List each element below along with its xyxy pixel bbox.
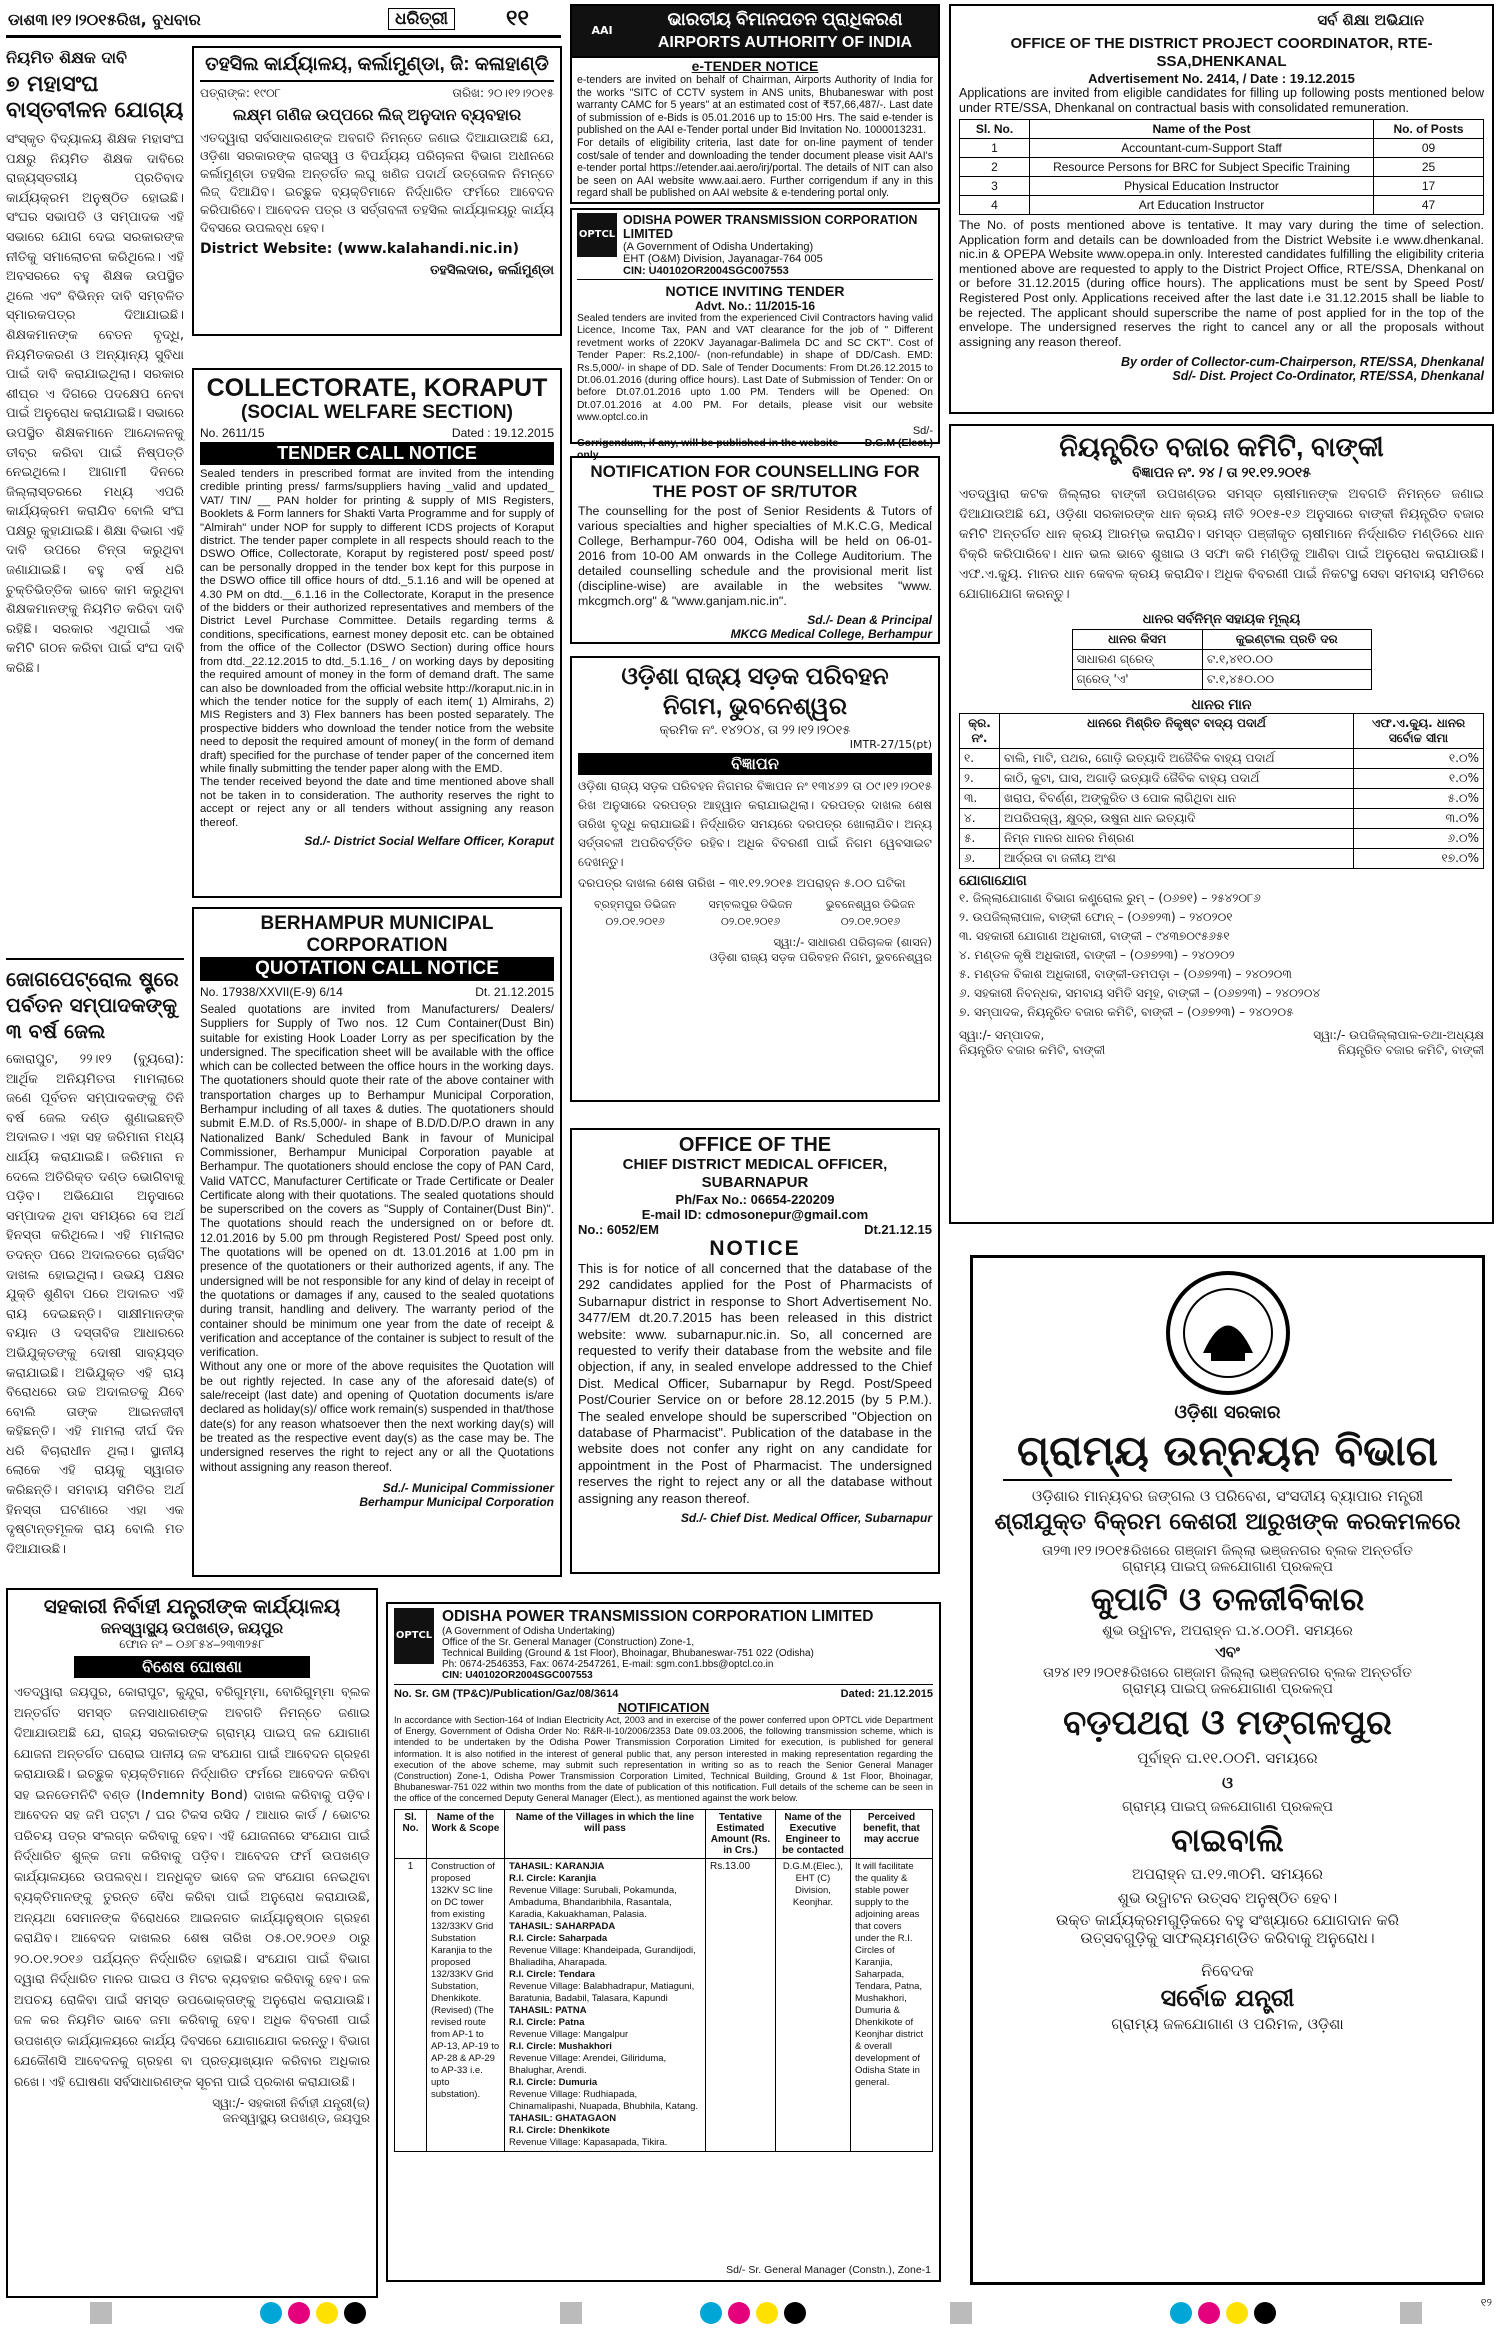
aai-logo: AAI: [572, 6, 632, 56]
col-header: Sl. No.: [395, 1809, 427, 1858]
notice-title: NOTIFICATION FOR COUNSELLING FOR THE POST OF SR/TUTOR: [590, 462, 920, 501]
col-header: ଏଫ.ଏ.କ୍ୟୁ. ଧାନର ସର୍ବୋଚ୍ଚ ସୀମା: [1354, 714, 1484, 749]
deadline-label: ଦରପତ୍ର ଦାଖଲ ଶେଷ ତାରିଖ: [578, 876, 716, 890]
col-header: Name of the Executive Engineer to be contacted: [776, 1809, 851, 1858]
optcl-sub1: (A Government of Odisha Undertaking): [442, 1626, 615, 1637]
masthead: [6, 4, 561, 38]
article-headline: ୭ ମହାସଂଘ ବାସ୍ତବୀଳନ ଯୋଗ୍ୟ: [6, 72, 184, 123]
cell: 17: [1374, 177, 1484, 196]
ad-niv: ନିବେଦକ: [1201, 1961, 1254, 1980]
odisha-govt-seal-icon: [1163, 1268, 1293, 1398]
division-date: ୦୨.୦୧.୨୦୧୬: [840, 916, 901, 928]
cell: ସାଧାରଣ ଗ୍ରେଡ୍: [1072, 650, 1202, 670]
quality-table: [959, 713, 1484, 869]
cdmo-notice: [570, 1128, 940, 1574]
cell: 09: [1374, 139, 1484, 158]
aai-etender: [570, 4, 940, 204]
cell: 1: [960, 139, 1030, 158]
notice-dt: Dt. 21.12.2015: [475, 985, 554, 999]
optcl-sub1: (A Government of Odisha Undertaking): [623, 241, 814, 253]
division-name: ବ୍ରହ୍ମପୁର ଡିଭିଜନ: [594, 899, 677, 911]
village-group: TAHASIL: KARANJIA R.I. Circle: Karanjia Revenue Village: Surubali, Pokamunda, Ambaduma, Bhandaribhila, Rasantala, Karadia, Kakuakhaman, Palasia.: [509, 1860, 677, 1920]
notice-title: ନିୟନ୍ତ୍ରିତ ବଜାର କମିଟି, ବାଙ୍କୀ: [1059, 432, 1384, 462]
notice-subtitle: (SOCIAL WELFARE SECTION): [241, 402, 513, 423]
color-marks: [260, 2302, 366, 2324]
col-header: No. of Posts: [1374, 120, 1484, 139]
deadline-value: ୩୧.୧୨.୨୦୧୫ ଅପରାହ୍ନ ୫.୦୦ ଘଟିକା: [728, 876, 906, 890]
notice-title: BERHAMPUR MUNICIPAL CORPORATION: [260, 913, 494, 956]
notice-body: This is for notice of all concerned that the database of the 292 candidates applied for the Post of Pharmacists of Subarnapur district in response to Short Advertisement No. 3477/EM dt.20.7.2015 has been released in this district website: www. subarnapur.nic.in. So, all concerned are requested to verify their database from the website and file objection, if any, in sealed envelope addressed to the Chief Dist. Medical Officer, Subarnapur by Regd. Post/Speed Post/Courier Service on or before 28.12.2015 (by 5 P.M.). The sealed envelope should be superscribed "Objection on database of Pharmacist". Publication of the database in the website does not confer any right on any candidate for appointment in the Post of Pharmacist. The undersigned reserves the right to reject any or all the database without assigning any reason thereof.: [578, 1261, 932, 1506]
govt-name: ଓଡ଼ିଶା ସରକାର: [1174, 1402, 1281, 1423]
banki-market-notice: [949, 424, 1494, 1224]
notice-intro: Applications are invited from eligible candidates for filling up following posts mentioned below under RTE/SSA, Dhenkanal on contractual basis with consolidated remuneration.: [959, 86, 1484, 115]
col-header: Name of the Post: [1030, 120, 1374, 139]
cell: 25: [1374, 158, 1484, 177]
article-kicker: ନିୟମିତ ଶିକ୍ଷକ ଦାବି: [6, 48, 127, 67]
cell: ୧.୦%: [1354, 749, 1484, 769]
berhampur-quotation: [192, 907, 562, 1577]
ad-line: ଶୁଭ ଉଦ୍ଘାଟନ ଉତ୍ସବ ଅନୁଷ୍ଠିତ ହେବ।: [1117, 1889, 1338, 1907]
sign-right-title: ସ୍ୱା:/- ଉପଜିଲ୍ଲାପାଳ-ତଥା-ଅଧ୍ୟକ୍ଷ: [1313, 1028, 1484, 1042]
notice-title: ତହସିଲ କାର୍ଯ୍ୟାଳୟ, କର୍ଲାମୁଣ୍ଡା, ଜି: କଳାହାଣ୍ଡି: [200, 54, 554, 82]
col-header: ଧାନରେ ମିଶ୍ରିତ ନିକୃଷ୍ଟ ବାଦ୍ୟ ପଦାର୍ଥ: [1000, 714, 1354, 749]
contacts-list: [959, 889, 1484, 1022]
notice-body: The counselling for the post of Senior Residents & Tutors of various specialties and higher specialties of M.K.C.G, Medical College, Berhampur-760 004, Odisha will be held on 06-01-2016 from 10-00 AM onwards in the College Auditorium. The detailed counselling schedule and the provisional merit list (discipline-wise) are available in the websites "www. mkcgmch.org" & "www.ganjam.nic.in".: [578, 504, 932, 608]
notice-heading: e-TENDER NOTICE: [691, 58, 819, 74]
optcl-sub2: EHT (O&M) Division, Jayanagar-764 005: [623, 253, 823, 265]
ad-and: ଓ: [1221, 1773, 1234, 1792]
notice-imtr: IMTR-27/15(pt): [849, 738, 932, 751]
notice-phone: Ph/Fax No.: 06654-220209: [675, 1192, 835, 1207]
article-headline: ଜୋଗପେଟ୍ରୋଲ ଷ୍ଟ୍ରେ ପର୍ବତନ ସମ୍ପାଦକଙ୍କୁ ୩ ବର୍ଷ ଜେଲ: [6, 967, 179, 1043]
notice-sign-org: Berhampur Municipal Corporation: [359, 1494, 554, 1509]
optcl-title: ODISHA POWER TRANSMISSION CORPORATION LIMITED: [442, 1608, 874, 1625]
ad-line: ତା୨୪।୧୨।୨୦୧୫ରିଖରେ ଗଞ୍ଜାମ ଜିଲ୍ଲା ଭଞ୍ଜନଗର ବ୍ଲକ ଅନ୍ତର୍ଗତ: [1042, 1665, 1413, 1681]
notice-ref: ବିଜ୍ଞାପନ ନଂ. ୨୪ / ତା ୨୧.୧୨.୨୦୧୫: [1132, 464, 1311, 480]
ad-line: ତା୨୩।୧୨।୨୦୧୫ରିଖରେ ଗଞ୍ଜାମ ଜିଲ୍ଲା ଭଞ୍ଜନଗର ବ୍ଲକ ଅନ୍ତର୍ଗତ: [1041, 1543, 1414, 1559]
notice-sign-order: By order of Collector-cum-Chairperson, RTE/SSA, Dhenkanal: [1120, 355, 1484, 370]
koraput-tender: [192, 368, 562, 898]
notice-dt: Dated: 21.12.2015: [840, 1688, 933, 1700]
minister-name: ଶ୍ରୀଯୁକ୍ତ ବିକ୍ରମ କେଶରୀ ଆରୁଖଙ୍କ କରକମଳରେ: [994, 1509, 1461, 1535]
footer-page-mark: ୧୨: [1480, 2296, 1492, 2309]
notice-phone: ଫୋନ ନଂ – ୦୬୮୫୪–୨୩୩୨୫୮: [119, 1637, 265, 1651]
notice-body: ଏତଦ୍ୱାରା ସର୍ବସାଧାରଣଙ୍କ ଅବଗତି ନିମନ୍ତେ ଜଣାଇ ଦିଆଯାଉଅଛି ଯେ, ଓଡ଼ିଶା ସରକାରଙ୍କ ରାଜସ୍ୱ ଓ ବିପର୍ଯ୍ୟୟ ପରିଚାଳନା ବିଭାଗ ଅଧୀନରେ କର୍ଲାମୁଣ୍ଡା ତହସିଲ ଅନ୍ତର୍ଗତ ଲଘୁ ଖଣିଜ ପଦାର୍ଥ ଉତ୍ତୋଳନ ନିମନ୍ତେ ଲିଜ୍ ଦିଆଯିବ। ଇଚ୍ଛୁକ ବ୍ୟକ୍ତିମାନେ ନିର୍ଦ୍ଧାରିତ ଫର୍ମରେ ଆବେଦନ କରିପାରିବେ। ଆବେଦନ ପତ୍ର ଓ ସର୍ତ୍ତାବଳୀ ତହସିଲ କାର୍ଯ୍ୟାଳୟରୁ କାର୍ଯ୍ୟ ଦିବସରେ ଉପଲବ୍ଧ ହେବ।: [200, 130, 554, 235]
notice-sign: Sd./- Chief Dist. Medical Officer, Subarnapur: [680, 1511, 932, 1526]
notice-no: No. Sr. GM (TP&C)/Publication/Gaz/08/3614: [394, 1688, 619, 1700]
cell: ଆର୍ଦ୍ରତା ବା ଜଳୀୟ ଅଂଶ: [1000, 849, 1354, 869]
optcl-cin: CIN: U40102OR2004SGC007553: [623, 265, 789, 277]
notice-sign: Sd/- Dist. Project Co-Ordinator, RTE/SSA, Dhenkanal: [1172, 369, 1484, 384]
notice-subtitle: ଲକ୍ଷ୍ମ ଗଣିଜ ଉପ୍ପରେ ଲିଜ୍ ଅନୁଦାନ ବ୍ୟବହାର: [232, 107, 522, 124]
notice-body: ଓଡ଼ିଶା ରାଜ୍ୟ ସଡ଼କ ପରିବହନ ନିଗମର ବିଜ୍ଞାପନ ନଂ ୧୩୪୬୨ ତା ୦୯।୧୨।୨୦୧୫ ରିଖ ଅନୁସାରେ ଦରପତ୍ର ଆହ୍ୱାନ କରାଯାଇଥିଲା। ଦରପତ୍ର ଦାଖଲ ଶେଷ ତାରିଖ ବୃଦ୍ଧି କରାଯାଇଛି। ନିର୍ଦ୍ଧାରିତ ସମୟରେ ଦରପତ୍ର ଖୋଲାଯିବ। ଅନ୍ୟ ସର୍ତ୍ତାବଳୀ ଅପରିବର୍ତ୍ତିତ ରହିବ। ଅଧିକ ବିବରଣୀ ପାଇଁ ନିଗମ ୱେବସାଇଟ ଦେଖନ୍ତୁ।: [578, 779, 932, 869]
cell: ୧୭.୦%: [1354, 849, 1484, 869]
notice-heading: NOTICE INVITING TENDER: [665, 283, 845, 299]
division-name: ଭୁବନେଶ୍ୱର ଡିଭିଜନ: [825, 899, 915, 911]
notice-no: No.: 6052/EM: [578, 1222, 659, 1237]
project-place: କୁପାଟି ଓ ତଳଜୀବିକାର: [1090, 1580, 1365, 1618]
notice-body: e-tenders are invited on behalf of Chairman, Airports Authority of India for the works "SITC of CCTV system in ANS units, Bhubaneswar with post warranty CAMC for 5 years" at an estimated cost of ₹57,66,487/-. Last date of submission of e-Bids is 05.01.2016 up to 15:00 Hrs. The said e-tender is published on the AAI e-Tender portal under Bid Invitation No. 1000013231. For details of eligibility criteria, last date for on-line payment of tender cost/sale of tender and downloading the tender document please visit AAI's e-tender portal https://etender.aai.aero/irj/portal. The details of NIT can also be seen on AAI website www.aai.aero. Further corrigendum if any in this regard shall be published on AAI website & e-tendering portal only.: [577, 74, 933, 200]
notice-dt: Dt.21.12.15: [864, 1222, 932, 1237]
notice-intro: In accordance with Section-164 of Indian Electricity Act, 2003 and in exercise of the power conferred upon OPTCL vide Department of Energy, Government of Odisha Order No: R&R-II-10/2006/2353 Date 09.03.2006, the following transmission scheme, which is intended to be undertaken by the Odisha Power Transmission Corporation Limited for execution, is published for general information. It is also notified in the interest of general public that, any person interested in making representation regarding the execution of the above scheme, may submit such representation in writing so as to reach the Senior General Manager (Construction) Zone-1, Odisha Power Transmission Corporation Limited, Technical Building, Ground & 1st Floor, Bhoinagar, Bhubaneswar-751 022 within two months from the date of publication of this notification. Full details of the scheme can be seen in the office of the concerned Deputy General Manager (Elect.), as mentioned against the work below.: [394, 1715, 933, 1804]
table-row: [960, 829, 1484, 849]
notice-sign: D.G.M (Elect.): [864, 436, 934, 449]
col-header: ଧାନର କିସମ: [1072, 630, 1202, 650]
cell: ଗ୍ରେଡ୍ 'ଏ': [1072, 670, 1202, 690]
notice-title2: ନିଗମ, ଭୁବନେଶ୍ୱର: [662, 693, 848, 720]
optcl-title: ODISHA POWER TRANSMISSION CORPORATION LIMITED: [623, 213, 918, 241]
notice-title: OFFICE OF THE DISTRICT PROJECT COORDINATOR, RTE-SSA,DHENKANAL: [1010, 35, 1433, 70]
cell: ନିମ୍ନ ମାନର ଧାନର ମିଶ୍ରଣ: [1000, 829, 1354, 849]
notice-sign-title: ସ୍ୱା:/- ସହକାରୀ ନିର୍ବାହୀ ଯନ୍ତ୍ରୀ(ଜ୍): [212, 2096, 370, 2110]
table-row: [960, 177, 1484, 196]
ad-and: ଏବଂ: [1215, 1643, 1240, 1661]
col-header: କୁଇଣ୍ଟାଲ ପ୍ରତି ଦର: [1202, 630, 1371, 650]
notice-sign: ତହସିଲଦାର, କର୍ଲାମୁଣ୍ଡା: [430, 263, 554, 278]
notice-sign-org: MKCG Medical College, Berhampur: [730, 627, 932, 641]
optcl-cin: CIN: U40102OR2004SGC007553: [442, 1670, 593, 1681]
table-row: [960, 849, 1484, 869]
village-group: R.I. Circle: Dumuria Revenue Village: Rudhiapada, Chinamalipashi, Nuapada, Bhubhila, Katang.: [509, 2076, 699, 2112]
contact-item: ୫. ମଣ୍ଡଳ ବିକାଶ ଅଧିକାରୀ, ବାଙ୍କୀ-ଡମପଡ଼ା – (୦୬୭୨୩) – ୨୪୦୨୦୩: [959, 967, 1292, 981]
village-group: R.I. Circle: Tendara Revenue Village: Balabhadrapur, Matiaguni, Baratunia, Badabil, Talasara, Kapundi: [509, 1968, 695, 2004]
table-row: [395, 1858, 933, 2151]
color-marks: [1170, 2302, 1276, 2324]
gray-block: [1400, 2302, 1422, 2328]
optcl-sub3: Technical Building (Ground & 1st Floor), Bhoinagar, Bhubaneswar-751 022 (Odisha): [442, 1648, 814, 1659]
magenta-mark: [288, 2302, 310, 2324]
black-mark: [344, 2302, 366, 2324]
magenta-mark: [728, 2302, 750, 2324]
table-row: [960, 158, 1484, 177]
notice-sign-org: ଓଡ଼ିଶା ରାଜ୍ୟ ସଡ଼କ ପରିବହନ ନିଗମ, ଭୁବନେଶ୍ୱର: [709, 950, 932, 964]
masthead-page: ୧୧: [506, 6, 529, 31]
col-header: Perceived benefit, that may accrue: [851, 1809, 933, 1858]
ad-line: ଗ୍ରାମ୍ୟ ପାଇପ୍ ଜଳଯୋଗାଣ ପ୍ରକଳ୍ପ: [1122, 1681, 1333, 1697]
aai-title-odia: ଭାରତୀୟ ବିମାନପତନ ପ୍ରାଧିକରଣ: [667, 9, 903, 29]
gray-block: [560, 2302, 582, 2328]
cyan-mark: [700, 2302, 722, 2324]
notice-sign-org: ଜନସ୍ୱାସ୍ଥ୍ୟ ଉପଖଣ୍ଡ, ଜୟପୁର: [222, 2111, 370, 2125]
contact-item: ୬. ସହକାରୀ ନିବନ୍ଧକ, ସମବାୟ ସମିତି ସମୂହ, ବାଙ୍କୀ – (୦୬୭୨୩) – ୨୪୦୨୦୪: [959, 986, 1321, 1000]
cell: 3: [960, 177, 1030, 196]
notice-advt: Advertisement No. 2414, / Date : 19.12.2015: [1088, 71, 1355, 86]
notice-sign-title: ସ୍ୱା:/- ସାଧାରଣ ପରିଚାଳକ (ଶାସନ): [773, 935, 932, 949]
black-mark: [784, 2302, 806, 2324]
table-row: [960, 789, 1484, 809]
yellow-mark: [316, 2302, 338, 2324]
project-time: ପୂର୍ବାହ୍ନ ଘ.୧୧.୦୦ମି. ସମୟରେ: [1137, 1749, 1318, 1767]
notice-heading: ବିଶେଷ ଘୋଷଣା: [74, 1656, 310, 1678]
print-registration-marks: [0, 2296, 1500, 2330]
notice-heading: TENDER CALL NOTICE: [200, 442, 554, 465]
magenta-mark: [1198, 2302, 1220, 2324]
optcl-notification: [386, 1602, 941, 2282]
quality-title: ଧାନର ମାନ: [1191, 696, 1252, 712]
optcl-sub4: Ph: 0674-2546353, Fax: 0674-2547261, E-mail: sgm.con1.bbs@optcl.co.in: [442, 1659, 774, 1670]
village-group: TAHASIL: SAHARPADA R.I. Circle: Saharpada Revenue Village: Khandeipada, Gurandijodi, Bhaliadiha, Aharapada.: [509, 1920, 696, 1968]
cyan-mark: [260, 2302, 282, 2324]
cell: ୫.: [960, 829, 1000, 849]
cell: କାଠି, କୁଟା, ଘାସ, ଅଗାଡ଼ି ଇତ୍ୟାଦି ଜୈବିକ ବାହ୍ୟ ପଦାର୍ଥ: [1000, 769, 1354, 789]
optcl-logo: OPTCL: [577, 213, 617, 257]
ad-line: ଓଡ଼ିଶାର ମାନ୍ୟବର ଜଙ୍ଗଲ ଓ ପରିବେଶ, ସଂସଦୀୟ ବ୍ୟାପାର ମନ୍ତ୍ରୀ: [1031, 1487, 1424, 1505]
color-marks: [700, 2302, 806, 2324]
sign-right-org: ନିୟନ୍ତ୍ରିତ ବଜାର କମିଟି, ବାଙ୍କୀ: [1337, 1043, 1484, 1057]
cell: ୫.୦%: [1354, 789, 1484, 809]
ad-sign-org: ଗ୍ରାମ୍ୟ ଜଳଯୋଗାଣ ଓ ପରିମଳ, ଓଡ଼ିଶା: [1111, 2015, 1344, 2033]
cell: ୪.: [960, 809, 1000, 829]
table-row: [960, 196, 1484, 215]
notice-dated: Dated : 19.12.2015: [451, 426, 554, 440]
notice-ref: କ୍ରମିକ ନଂ. ୧୪୨୦୪, ତା ୨୨।୧୨।୨୦୧୫: [659, 722, 851, 737]
ad-line: ଗ୍ରାମ୍ୟ ପାଇପ୍ ଜଳଯୋଗାଣ ପ୍ରକଳ୍ପ: [1122, 1799, 1333, 1815]
project-place: ବାଇବାଲି: [1171, 1821, 1284, 1859]
rural-development-ad: [970, 1255, 1485, 2285]
cell: 4: [960, 196, 1030, 215]
notice-no: No. 2611/15: [200, 426, 265, 440]
contact-item: ୪. ମଣ୍ଡଳ କୃଷି ଅଧିକାରୀ, ବାଙ୍କୀ – (୦୬୭୨୩) – ୨୪୦୨୦୨: [959, 948, 1235, 962]
notice-sign-title: Sd./- Municipal Commissioner: [382, 1480, 554, 1495]
cyan-mark: [1170, 2302, 1192, 2324]
posts-table: [959, 119, 1484, 215]
msp-title: ଧାନର ସର୍ବନିମ୍ନ ସହାୟକ ମୂଲ୍ୟ: [1142, 611, 1301, 626]
notice-date: ତାରିଖ: ୨୦।୧୨।୨୦୧୫: [452, 86, 554, 100]
notice-sign: Sd/- Sr. General Manager (Constn.), Zone-1: [726, 2264, 931, 2276]
notice-heading: NOTICE: [709, 1237, 801, 1260]
cell: Resource Persons for BRC for Subject Specific Training: [1030, 158, 1374, 177]
notice-heading: NOTIFICATION: [617, 1700, 710, 1715]
mkcg-counselling: [570, 456, 940, 644]
website-link[interactable]: (www.kalahandi.nic.in): [337, 241, 519, 257]
notice-sd: Sd/-: [912, 424, 933, 437]
col-header: Name of the Villages in which the line will pass: [505, 1809, 706, 1858]
kalahandi-notice: [192, 46, 562, 336]
gray-block: [90, 2302, 112, 2328]
cell: ବାଲି, ମାଟି, ପଥର, ଗୋଡ଼ି ଇତ୍ୟାଦି ଅଜୈବିକ ବାହ୍ୟ ପଦାର୍ଥ: [1000, 749, 1354, 769]
cell-engineer: D.G.M.(Elec.), EHT (C) Division, Keonjhar.: [776, 1858, 851, 2151]
village-group: R.I. Circle: Mushakhori Revenue Village: Arendei, Giliriduma, Bhalughar, Arendi.: [509, 2040, 667, 2076]
cell: ୧.୦%: [1354, 769, 1484, 789]
ssa-tagline: ସର୍ବ ଶିକ୍ଷା ଅଭିଯାନ: [1317, 11, 1424, 29]
notice-body: The No. of posts mentioned above is tentative. It may vary during the time of selection. Application form and details can be downloaded from the District Website i.e www.dhenkanal. nic.in & OPEPA Website www.opepa.in only. Interested candidates fulfilling the eligibility criteria mentioned above are requested to apply to the District Project Office, RTE/SSA, Dhenkanal on or before 31.12.2015 (during office hours). The applications must be sent by Speed Post/ Registered Post only. Applications received after the last date i.e 31.12.2015 shall be liable to be rejected. The applicant should superscribe the name of post applied for in the top of the envelope. The undersigned reserves the right to cancel any or all the proposals without assigning any reason thereof.: [959, 218, 1484, 349]
cell: ଟ.୧,୪୫୦.୦୦: [1202, 670, 1371, 690]
notice-sign: Sd./- District Social Welfare Officer, Koraput: [304, 833, 554, 848]
division-date: ୦୨.୦୧.୨୦୧୬: [605, 916, 665, 928]
website-label: District Website:: [200, 241, 333, 257]
osrtc-notice: ଓଡ଼ିଶା ରାଜ୍ୟ ସଡ଼କ ପରିବହନ ନିଗମ, ଭୁବନେଶ୍ୱର କ୍ରମିକ ନଂ. ୧୪୨୦୪, ତା ୨୨।୧୨।୨୦୧୫ IMTR-27/15(pt) ବିଜ୍ଞାପନ ଓଡ଼ିଶା ରାଜ୍ୟ ସଡ଼କ ପରିବହନ ନିଗମର ବିଜ୍ଞାପନ ନଂ ୧୩୪୬୨ ତା ୦୯।୧୨।୨୦୧୫ ରିଖ ଅନୁସାରେ ଦରପତ୍ର ଆହ୍ୱାନ କରାଯାଇଥିଲା। ଦରପତ୍ର ଦାଖଲ ଶେଷ ତାରିଖ ବୃଦ୍ଧି କରାଯାଇଛି। ନିର୍ଦ୍ଧାରିତ ସମୟରେ ଦରପତ୍ର ଖୋଲାଯିବ। ଅନ୍ୟ ସର୍ତ୍ତାବଳୀ ଅପରିବର୍ତ୍ତିତ ରହିବ। ଅଧିକ ବିବରଣୀ ପାଇଁ ନିଗମ ୱେବସାଇଟ ଦେଖନ୍ତୁ। ଦରପତ୍ର ଦାଖଲ ଶେଷ ତାରିଖ – ୩୧.୧୨.୨୦୧୫ ଅପରାହ୍ନ ୫.୦୦ ଘଟିକା ବ୍ରହ୍ମପୁର ଡିଭିଜନ ସମ୍ବଲପୁର ଡିଭିଜନ ଭୁବନେଶ୍ୱର ଡିଭିଜନ ୦୨.୦୧.୨୦୧୬ ୦୨.୦୧.୨୦୧୬ ୦୨.୦୧.୨୦୧୬ ସ୍ୱା:/- ସାଧାରଣ ପରିଚାଳକ (ଶାସନ) ଓଡ଼ିଶା ରାଜ୍ୟ ସଡ଼କ ପରିବହନ ନିଗମ, ଭୁବନେଶ୍ୱର: [570, 656, 940, 1102]
contact-item: ୨. ଉପଜିଲ୍ଲାପାଳ, ବାଙ୍କୀ ଫୋନ୍ – (୦୬୭୨୩) – ୨୪୦୨୦୧: [959, 910, 1233, 924]
table-row: [960, 749, 1484, 769]
cell: ଅପରିପକ୍ୱ, କ୍ଷୁଦ୍ର, ଉଷୁନା ଧାନ ଇତ୍ୟାଦି: [1000, 809, 1354, 829]
article-body: ସଂସ୍କୃତ ବିଦ୍ୟାଳୟ ଶିକ୍ଷକ ମହାସଂଘ ପକ୍ଷରୁ ନିୟମିତ ଶିକ୍ଷକ ଦାବିରେ ରାଜ୍ୟସ୍ତରୀୟ ପ୍ରତିବାଦ କାର୍ଯ୍ୟକ୍ରମ ଅନୁଷ୍ଠିତ ହୋଇଛି। ସଂଘର ସଭାପତି ଓ ସମ୍ପାଦକ ଏହି ସଭାରେ ଯୋଗ ଦେଇ ସରକାରଙ୍କ ନୀତିକୁ ସମାଲୋଚନା କରିଥିଲେ। ଏହି ଅବସରରେ ବହୁ ଶିକ୍ଷକ ଉପସ୍ଥିତ ଥିଲେ ଏବଂ ବିଭିନ୍ନ ଦାବି ସମ୍ବଳିତ ସ୍ମାରକପତ୍ର ଦିଆଯାଇଛି। ଶିକ୍ଷକମାନଙ୍କ ବେତନ ବୃଦ୍ଧି, ନିୟମିତକରଣ ଓ ଅନ୍ୟାନ୍ୟ ସୁବିଧା ପାଇଁ ଦାବି କରାଯାଇଥିଲା। ସରକାର ଶୀଘ୍ର ଏ ଦିଗରେ ପଦକ୍ଷେପ ନେବା ପାଇଁ ଅନୁରୋଧ କରାଯାଇଛି। ସଭାରେ ଉପସ୍ଥିତ ଶିକ୍ଷକମାନେ ଆନ୍ଦୋଳନକୁ ତୀବ୍ର କରିବା ପାଇଁ ନିଷ୍ପତ୍ତି ନେଇଥିଲେ। ଆଗାମୀ ଦିନରେ ଜିଲ୍ଲାସ୍ତରରେ ମଧ୍ୟ ଏପରି କାର୍ଯ୍ୟକ୍ରମ କରାଯିବ ବୋଲି ସଂଘ ପକ୍ଷରୁ କୁହାଯାଇଛି। ଶିକ୍ଷା ବିଭାଗ ଏହି ଦାବି ଉପରେ ଚିନ୍ତା କରୁଥିବା ଜଣାଯାଇଛି। ବହୁ ବର୍ଷ ଧରି ଚୁକ୍ତିଭିତ୍ତିକ ଭାବେ କାମ କରୁଥିବା ଶିକ୍ଷକମାନଙ୍କୁ ନିୟମିତ କରିବା ଦାବି ରହିଛି। ସରକାର ଏଥିପାଇଁ ଏକ କମିଟି ଗଠନ କରିବା ପାଇଁ ସଂଘ ଦାବି କରିଛି।: [6, 132, 184, 677]
contact-item: ୩. ସହକାରୀ ଯୋଗାଣ ଅଧିକାରୀ, ବାଙ୍କୀ – ୯୪୩୭୦୯୫୬୫୧: [959, 929, 1230, 943]
project-time: ଶୁଭ ଉଦ୍ଘାଟନ, ଅପରାହ୍ନ ଘ.୪.୦୦ମି. ସମୟରେ: [1102, 1623, 1353, 1639]
notice-email: E-mail ID: cdmosonepur@gmail.com: [641, 1207, 869, 1222]
table-row: [960, 139, 1484, 158]
cell: ୩.: [960, 789, 1000, 809]
notice-sign-title: Sd./- Dean & Principal: [807, 613, 932, 627]
col-header: Tentative Estimated Amount (Rs. in Crs.): [706, 1809, 776, 1858]
dept-name: ଗ୍ରାମ୍ୟ ଉନ୍ନୟନ ବିଭାଗ: [1003, 1423, 1452, 1481]
black-mark: [1254, 2302, 1276, 2324]
cell: Physical Education Instructor: [1030, 177, 1374, 196]
table-row: [960, 809, 1484, 829]
notice-no: No. 17938/XXVII(E-9) 6/14: [200, 985, 343, 999]
yellow-mark: [1226, 2302, 1248, 2324]
optcl-logo: OPTCL: [394, 1608, 434, 1664]
cell: Art Education Instructor: [1030, 196, 1374, 215]
village-group: TAHASIL: PATNA R.I. Circle: Patna Revenue Village: Mangalpur: [509, 2004, 629, 2040]
division-date: ୦୨.୦୧.୨୦୧୬: [720, 916, 781, 928]
yellow-mark: [756, 2302, 778, 2324]
optcl-sub2: Office of the Sr. General Manager (Construction) Zone-1,: [442, 1637, 695, 1648]
notice-advt: Advt. No.: 11/2015-16: [694, 299, 816, 313]
cell: ୬.୦%: [1354, 829, 1484, 849]
notice-body: Sealed tenders in prescribed format are invited from the intending credible printing press/ farms/suppliers having _valid and updated_ VAT/ TIN/ __ PAN holder for printing & supply of MIS Registers, Booklets & Form lanners for Shakti Varta Programme and for supply of "Almirah" under NOP for supply to different ICDS projects of Koraput district. The tender paper complete in all respects should reach to the DSWO Office, Collectorate, Koraput by registered post/ speed post/ can be personally dropped in the tender box kept for this purpose in the DSWO office till office hours of dtd._5.1.16 and will be opened at 4.30 PM on dtd.__6.1.16 in the Collectorate, Koraput in the presence of the bidders or their authorized representatives and members of the District Level Purchase Committee. Details regarding terms & conditions, specifications, earnest money deposit etc. can be obtained from the office of the Collector (DSWO Section) during office hours from dtd._22.12.2015 to dtd._5.1.16_ / on working days by depositing the required amount of money in the form of demand draft. The same can also be downloaded from the official website http://koraput.nic.in in which the tender notice for the supply of each item( 1) Almirahs, 2) MIS Registers and 3) Flex banners has been posted separately. The prospective bidders who download the tender notice from the website need to deposit the required amount of money( in the form of demand draft) specified for the purchase of tender paper of the concerned item while finally submitting the tender paper along with the EMD. The tender received beyond the date and time mentioned above shall not be taken in to consideration. The authority reserves the right to accept or reject any or all tenders without assigning any reason thereof.: [200, 468, 554, 829]
project-place: ବଡ଼ପଥରା ଓ ମଙ୍ଗଳପୁର: [1063, 1703, 1392, 1743]
notice-body: Sealed tenders are invited from the experienced Civil Contractors having valid Licence, Income Tax, PAN and VAT clearance for the job of " Different revetment works of 220KV Jayanagar-Balimela DC and SC CKT". Cost of Tender Paper: Rs.2,100/- (non-refundable) in shape of DD/Cash. EMD: Rs.5,000/- in shape of DD. Sale of Tender Documents: From Dt.26.12.2015 to Dt.06.01.2016 (during office hours). Last Date of Submission of Tender: On or before Dt.07.01.2016 upto 1.00 PM. Tenders will be Opened: On Dt.07.01.2016 at 4.00 PM. For details, please visit our website www.optcl.co.in: [577, 313, 933, 424]
notice-title: OFFICE OF THE: [678, 1134, 832, 1156]
division-name: ସମ୍ବଲପୁର ଡିଭିଜନ: [708, 899, 793, 911]
village-group: TAHASIL: GHATAGAON R.I. Circle: Dhenkikote Revenue Village: Kapasapada, Tikira.: [509, 2112, 668, 2148]
news-article-jail: [6, 958, 184, 1568]
msp-table: [1072, 629, 1372, 690]
contact-item: ୧. ଜିଲ୍ଲାଯୋଗାଣ ବିଭାଗ କଣ୍ଟ୍ରୋଲ ରୁମ୍ – (୦୬୭୧) – ୨୫୪୨୦୮୬: [959, 891, 1261, 905]
cell-amount: Rs.13.00: [706, 1858, 776, 2151]
jeypore-announcement: [6, 1588, 378, 2298]
masthead-date: ଡାଶ୩।୧୨।୨୦୧୫ରିଖ, ବୁଧବାର: [8, 10, 201, 29]
table-row: [1072, 650, 1371, 670]
ad-line: ଗ୍ରାମ୍ୟ ପାଇପ୍ ଜଳଯୋଗାଣ ପ୍ରକଳ୍ପ: [1122, 1559, 1333, 1575]
cell: 2: [960, 158, 1030, 177]
masthead-paper: ଧରିତ୍ରୀ: [388, 8, 455, 30]
cell-sl: 1: [395, 1858, 427, 2151]
notice-title2: CHIEF DISTRICT MEDICAL OFFICER, SUBARNAPUR: [622, 1156, 888, 1191]
aai-title: AIRPORTS AUTHORITY OF INDIA: [657, 34, 913, 51]
cell: ଟ.୧,୪୧୦.୦୦: [1202, 650, 1371, 670]
cell: ୬.: [960, 849, 1000, 869]
contacts-title: ଯୋଗାଯୋଗ: [959, 873, 1027, 889]
cell: ୧.: [960, 749, 1000, 769]
cell: 47: [1374, 196, 1484, 215]
news-article-teachers: [6, 48, 184, 948]
scheme-table: [394, 1809, 933, 2152]
notice-title: ଓଡ଼ିଶା ରାଜ୍ୟ ସଡ଼କ ପରିବହନ: [621, 663, 889, 690]
cell: ୩.୦%: [1354, 809, 1484, 829]
notice-body: Sealed quotations are invited from Manufacturers/ Dealers/ Suppliers for Supply of Two nos. 12 Cum Container(Dust Bin) suitable for existing Hook Loader Lorry as per specification by the undersigned. The specification sheet will be available with the office which can be collected between the office hours in the working days. The quotationers should quote their rate of the above container with transportation charges up to Berhampur Municipal Corporation, Berhampur including of all taxes & duties. The quotationers should submit E.M.D. of Rs.5,000/- in shape of B.D/D.D/P.O drawn in any Nationalized Bank/ Scheduled Bank in favour of Municipal Commissioner, Berhampur Municipal Corporation payable at Berhampur. The quotationers should enclose the copy of PAN Card, Valid VATCC, Manufacturer Certificate or Trade Certificate or Dealer Certificate along with their quotations. The sealed quotations should be superscribed on the covers as "Supply of Container(Dust Bin)". The quotations should reach the undersigned on or before dt. 12.01.2016 by 5.00 pm through Registered Post/ Speed post only. The quotations will be opened on dt. 13.01.2016 at 1.00 pm in presence of the quotationers or their authorized agents, if any. The undersigned will be not responsible for any kind of delay in receipt of the quotations or damages if any, caused to the sealed quotations during transit, handling and delivery. The warranty period of the container should be minimum one year from the date of receipt & verification and acceptance of the container is subject to result of the verification. Without any one or more of the above requisites the Quotation will be out rightly rejected. In case any of the aforesaid date(s) of sale/receipt (last date) and opening of Quotation documents is/are declared as holiday(s)/ office work remain(s) suspended in that/those date(s) for any reason whatsoever then the next working day(s) will be treated as the respective event day(s) as the case may be. The undersigned reserves the right to reject any or all the Quotations without assigning any reason thereof.: [200, 1003, 554, 1474]
notice-heading: QUOTATION CALL NOTICE: [200, 957, 554, 981]
gray-block: [950, 2302, 972, 2328]
project-time: ଅପରାହ୍ନ ଘ.୧୨.୩୦ମି. ସମୟରେ: [1132, 1865, 1323, 1883]
contact-item: ୭. ସମ୍ପାଦକ, ନିୟନ୍ତ୍ରିତ ବଜାର କମିଟି, ବାଙ୍କୀ – (୦୬୭୨୩) – ୨୪୦୨୦୫: [959, 1005, 1294, 1019]
cell-work: Construction of proposed 132KV SC line on DC tower from existing 132/33KV Grid Substation Karanjia to the proposed 132/33KV Grid Substation, Dhenkikote. (Revised) (The revised route from AP-1 to AP-13, AP-19 to AP-28 & AP-29 to AP-33 i.e. upto substation).: [427, 1858, 505, 2151]
notice-title: ସହକାରୀ ନିର୍ବାହୀ ଯନ୍ତ୍ରୀଙ୍କ କାର୍ଯ୍ୟାଳୟ: [43, 1596, 341, 1618]
rte-ssa-advertisement: [949, 4, 1494, 414]
col-header: କ୍ର. ନଂ.: [960, 714, 1000, 749]
table-row: [1072, 670, 1371, 690]
cell-benefit: It will facilitate the quality & stable power supply to the adjoining areas that covers under the R.I. Circles of Karanjia, Saharpada, Tendara, Patna, Mushakhori, Dumuria & Dhenkikote of Keonjhar district & overall development of Odisha State in general.: [851, 1858, 933, 2151]
notice-title: COLLECTORATE, KORAPUT: [206, 374, 548, 402]
article-body: କୋରାପୁଟ, ୨୨।୧୨ (ବ୍ୟୁରୋ): ଆର୍ଥିକ ଅନିୟମିତତା ମାମଲାରେ ଜଣେ ପୂର୍ବତନ ସମ୍ପାଦକଙ୍କୁ ତିନି ବର୍ଷ ଜେଲ ଦଣ୍ଡ ଶୁଣାଇଛନ୍ତି ଅଦାଲତ। ଏହା ସହ ଜରିମାନା ମଧ୍ୟ ଧାର୍ଯ୍ୟ କରାଯାଇଛି। ଜରିମାନା ନ ଦେଲେ ଅତିରିକ୍ତ ଦଣ୍ଡ ଭୋଗିବାକୁ ପଡ଼ିବ। ଅଭିଯୋଗ ଅନୁସାରେ ସମ୍ପାଦକ ଥିବା ସମୟରେ ସେ ଅର୍ଥ ହିନସ୍ତା କରିଥିଲେ। ଏହି ମାମଲାର ତଦନ୍ତ ପରେ ଅଦାଲତରେ ଚାର୍ଜସିଟ ଦାଖଲ ହୋଇଥିଲା। ଉଭୟ ପକ୍ଷର ଯୁକ୍ତି ଶୁଣିବା ପରେ ଅଦାଲତ ଏହି ରାୟ ଦେଇଛନ୍ତି। ସାକ୍ଷୀମାନଙ୍କ ବୟାନ ଓ ଦସ୍ତାବିଜ ଆଧାରରେ ଅଭିଯୁକ୍ତଙ୍କୁ ଦୋଷୀ ସାବ୍ୟସ୍ତ କରାଯାଇଛି। ଅଭିଯୁକ୍ତ ଏହି ରାୟ ବିରୋଧରେ ଉଚ୍ଚ ଅଦାଲତକୁ ଯିବେ ବୋଲି ତାଙ୍କ ଆଇନଜୀବୀ କହିଛନ୍ତି। ଏହି ମାମଲା ଦୀର୍ଘ ଦିନ ଧରି ବିଚାରାଧୀନ ଥିଲା। ସ୍ଥାନୀୟ ଲୋକେ ଏହି ରାୟକୁ ସ୍ୱାଗତ କରିଛନ୍ତି। ସମବାୟ ସମିତିର ଅର୍ଥ ହିନସ୍ତା ଘଟଣାରେ ଏହା ଏକ ଦୃଷ୍ଟାନ୍ତମୂଳକ ରାୟ ବୋଲି ମତ ଦିଆଯାଉଛି।: [6, 1052, 184, 1557]
col-header: Name of the Work & Scope: [427, 1809, 505, 1858]
division-table: [578, 897, 932, 931]
table-row: [960, 769, 1484, 789]
cell-villages: [505, 1858, 706, 2151]
notice-sub: ଜନସ୍ୱାସ୍ଥ୍ୟ ଉପଖଣ୍ଡ, ଜୟପୁର: [100, 1620, 284, 1637]
notice-corrigendum: Corrigendum, if any, will be published in the website only.: [577, 436, 839, 461]
cell: Accountant-cum-Support Staff: [1030, 139, 1374, 158]
cell: ଖରାପ, ବିବର୍ଣ୍ଣ, ଅଙ୍କୁରିତ ଓ ପୋକ ଲାଗିଥିବା ଧାନ: [1000, 789, 1354, 809]
ad-line: ଉତ୍ସବଗୁଡ଼ିକୁ ସାଫଲ୍ୟମଣ୍ଡିତ କରିବାକୁ ଅନୁରୋଧ।: [1080, 1929, 1375, 1947]
notice-body: ଏତଦ୍ୱାରା କଟକ ଜିଲ୍ଲାର ବାଙ୍କୀ ଉପଖଣ୍ଡର ସମସ୍ତ ଚାଷୀମାନଙ୍କ ଅବଗତି ନିମନ୍ତେ ଜଣାଇ ଦିଆଯାଉଅଛି ଯେ, ଓଡ଼ିଶା ସରକାରଙ୍କ ଧାନ କ୍ରୟ ନୀତି ୨୦୧୫-୧୬ ଅନୁସାରେ ବାଙ୍କୀ ନିୟନ୍ତ୍ରିତ ବଜାର କମିଟି ଅନ୍ତର୍ଗତ ଧାନ କ୍ରୟ ଆରମ୍ଭ କରାଯିବ। ସମସ୍ତ ପଞ୍ଜୀକୃତ ଚାଷୀମାନେ ନିର୍ଦ୍ଧାରିତ ମଣ୍ଡିରେ ଧାନ ବିକ୍ରି କରିପାରିବେ। ଧାନ ଭଲ ଭାବେ ଶୁଖାଇ ଓ ସଫା କରି ମଣ୍ଡିକୁ ଆଣିବା ପାଇଁ ଅନୁରୋଧ କରାଯାଉଛି। ଏଫ.ଏ.କ୍ୟୁ. ମାନର ଧାନ କେବଳ କ୍ରୟ କରାଯିବ। ଅଧିକ ବିବରଣୀ ପାଇଁ ନିକଟସ୍ଥ ସେବା ସମବାୟ ସମିତିରେ ଯୋଗାଯୋଗ କରନ୍ତୁ।: [959, 487, 1484, 602]
notice-heading: ବିଜ୍ଞାପନ: [578, 753, 932, 775]
ad-sign: ସର୍ବୋଚ୍ଚ ଯନ୍ତ୍ରୀ: [1160, 1984, 1295, 2012]
ad-line: ଉକ୍ତ କାର୍ଯ୍ୟକ୍ରମଗୁଡ଼ିକରେ ବହୁ ସଂଖ୍ୟାରେ ଯୋଗଦାନ କରି: [1055, 1911, 1399, 1929]
sign-left-title: ସ୍ୱା:/- ସମ୍ପାଦକ,: [959, 1028, 1045, 1042]
notice-ref: ପତ୍ରାଙ୍କ: ୧୯୦୮: [200, 86, 281, 100]
cell: ୨.: [960, 769, 1000, 789]
col-header: Sl. No.: [960, 120, 1030, 139]
notice-body: ଏତଦ୍ୱାରା ଜୟପୁର, କୋରାପୁଟ, କୁନ୍ଦୁରା, ବରିଗୁମ୍ମା, ବୋରିଗୁମ୍ମା ବ୍ଲକ ଅନ୍ତର୍ଗତ ସମସ୍ତ ଜନସାଧାରଣଙ୍କ ଅବଗତି ନିମନ୍ତେ ଜଣାଇ ଦିଆଯାଉଅଛି ଯେ, ରାଜ୍ୟ ସରକାରଙ୍କ ଗ୍ରାମ୍ୟ ପାଇପ୍ ଜଳ ଯୋଗାଣ ଯୋଜନା ଅନ୍ତର୍ଗତ ଘରୋଇ ପାନୀୟ ଜଳ ସଂଯୋଗ ପାଇଁ ଆବେଦନ ଗ୍ରହଣ କରାଯାଉଛି। ଇଚ୍ଛୁକ ବ୍ୟକ୍ତିମାନେ ନିର୍ଦ୍ଧାରିତ ଫର୍ମରେ ଆବେଦନ କରିବା ସହ ଇନଡେମନିଟି ବଣ୍ଡ (Indemnity Bond) ଦାଖଲ କରିବାକୁ ପଡ଼ିବ। ଆବେଦନ ସହ ଜମି ପଟ୍ଟା / ଘର ଟିକସ ରସିଦ / ଆଧାର କାର୍ଡ / ଭୋଟର ପରିଚୟ ପତ୍ର ସଂଲଗ୍ନ କରିବାକୁ ହେବ। ଏହି ଯୋଜନାରେ ସଂଯୋଗ ପାଇଁ ନିର୍ଦ୍ଧାରିତ ଶୁଳ୍କ ଜମା କରିବାକୁ ପଡ଼ିବ। ଆବେଦନ ଫର୍ମ ଉପଖଣ୍ଡ କାର୍ଯ୍ୟାଳୟରେ ଉପଲବ୍ଧ। ଅନଧିକୃତ ଭାବେ ଜଳ ସଂଯୋଗ ନେଇଥିବା ବ୍ୟକ୍ତିମାନଙ୍କୁ ତୁରନ୍ତ ବୈଧ କରିବା ପାଇଁ ଅନୁରୋଧ କରାଯାଉଛି, ଅନ୍ୟଥା ସେମାନଙ୍କ ବିରୋଧରେ ଆଇନଗତ କାର୍ଯ୍ୟାନୁଷ୍ଠାନ ଗ୍ରହଣ କରାଯିବ। ଆବେଦନ ଦାଖଲର ଶେଷ ତାରିଖ ୦୫.୦୧.୨୦୧୬ ଠାରୁ ୨୦.୦୧.୨୦୧୬ ପର୍ଯ୍ୟନ୍ତ ନିର୍ଦ୍ଧାରିତ ହୋଇଛି। ସଂଯୋଗ ପାଇଁ ବିଭାଗ ଦ୍ୱାରା ନିର୍ଦ୍ଧାରିତ ମାନର ପାଇପ ଓ ମିଟର ବ୍ୟବହାର କରିବାକୁ ହେବ। ଜଳ ଅପଚୟ ରୋକିବା ପାଇଁ ସମସ୍ତ ଉପଭୋକ୍ତାଙ୍କୁ ଅନୁରୋଧ କରାଯାଉଛି। ଜଳ କର ନିୟମିତ ଭାବେ ଜମା କରିବାକୁ ହେବ। ଅଧିକ ବିବରଣୀ ପାଇଁ ଉପଖଣ୍ଡ କାର୍ଯ୍ୟାଳୟରେ କାର୍ଯ୍ୟ ଦିବସରେ ଯୋଗାଯୋଗ କରନ୍ତୁ। ବିଭାଗ ଯେକୌଣସି ଆବେଦନକୁ ଗ୍ରହଣ ବା ପ୍ରତ୍ୟାଖ୍ୟାନ କରିବାର ଅଧିକାର ରଖେ। ଏହି ଘୋଷଣା ସର୍ବସାଧାରଣଙ୍କ ସୂଚନା ପାଇଁ ପ୍ରକାଶ କରାଯାଉଛି।: [14, 1684, 370, 2089]
sign-left-org: ନିୟନ୍ତ୍ରିତ ବଜାର କମିଟି, ବାଙ୍କୀ: [959, 1043, 1106, 1057]
optcl-tender: [570, 208, 940, 461]
